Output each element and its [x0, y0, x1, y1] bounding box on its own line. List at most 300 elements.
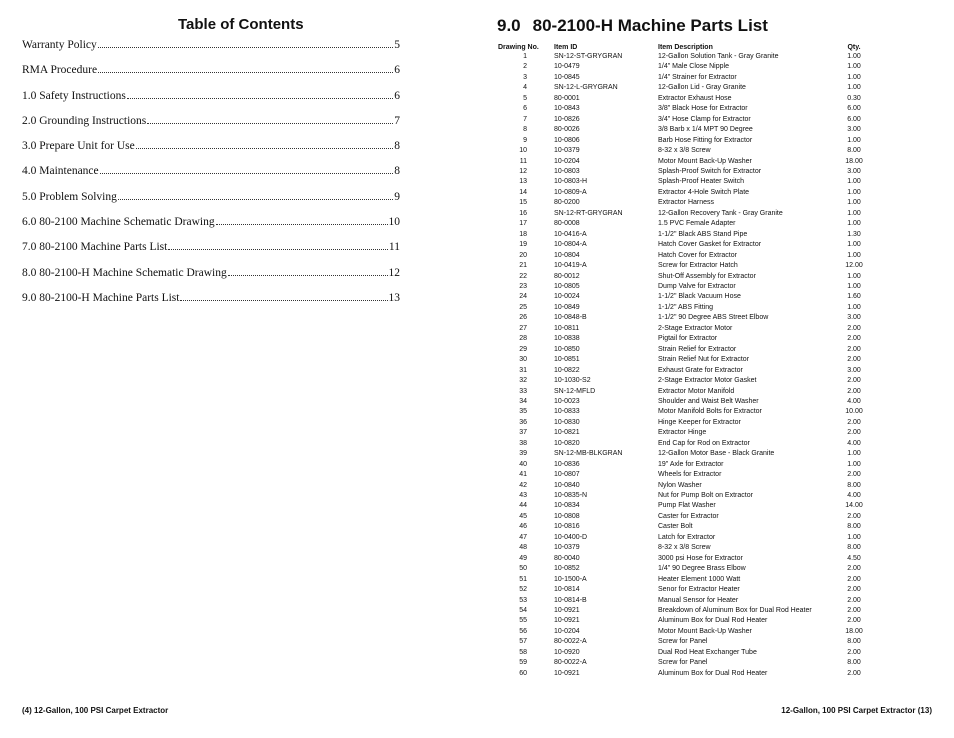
table-row [496, 272, 868, 282]
cell-item-description: 12-Gallon Lid - Gray Granite [658, 84, 746, 92]
table-row [496, 460, 868, 470]
cell-drawing-no: 8 [523, 126, 527, 134]
toc-leader-dots [118, 199, 393, 200]
table-row [496, 376, 868, 386]
cell-item-id: 10-0851 [554, 356, 580, 364]
cell-item-id: 10-0850 [554, 345, 580, 353]
cell-item-description: Hatch Cover for Extractor [658, 251, 737, 259]
cell-item-id: 80-0022-A [554, 659, 587, 667]
cell-item-description: 3/8 Barb x 1/4 MPT 90 Degree [658, 126, 753, 134]
cell-drawing-no: 49 [519, 554, 527, 562]
cell-qty: 8.00 [847, 638, 861, 646]
cell-qty: 2.00 [847, 669, 861, 677]
table-row [496, 313, 868, 323]
cell-item-id: SN-12-RT-GRYGRAN [554, 209, 623, 217]
cell-qty: 12.00 [845, 262, 863, 270]
toc-entry-label: 1.0 Safety Instructions [22, 89, 126, 102]
cell-drawing-no: 53 [519, 596, 527, 604]
table-row [496, 669, 868, 679]
cell-qty: 4.00 [847, 439, 861, 447]
cell-drawing-no: 13 [519, 178, 527, 186]
toc-entry [22, 39, 400, 64]
table-row [496, 449, 868, 459]
cell-item-description: 1-1/2" ABS Fitting [658, 303, 714, 311]
cell-item-description: Extractor 4-Hole Switch Plate [658, 188, 750, 196]
table-row [496, 167, 868, 177]
cell-item-id: 10-0821 [554, 429, 580, 437]
cell-item-description: Exhaust Grate for Extractor [658, 366, 743, 374]
header-qty: Qty. [847, 43, 861, 51]
cell-item-id: 80-0008 [554, 220, 580, 228]
cell-drawing-no: 22 [519, 272, 527, 280]
table-row [496, 125, 868, 135]
cell-drawing-no: 1 [523, 53, 527, 60]
table-row [496, 564, 868, 574]
cell-qty: 1.00 [847, 209, 861, 217]
cell-drawing-no: 60 [519, 669, 527, 677]
table-row [496, 52, 868, 62]
cell-qty: 2.00 [847, 596, 861, 604]
cell-item-description: Screw for Panel [658, 659, 708, 667]
toc-entry [22, 140, 400, 165]
cell-drawing-no: 44 [519, 502, 527, 510]
toc-list [22, 39, 400, 317]
cell-drawing-no: 17 [519, 220, 527, 228]
toc-entry-label: Warranty Policy [22, 39, 97, 51]
table-row [496, 177, 868, 187]
cell-drawing-no: 15 [519, 199, 527, 207]
cell-item-description: Splash-Proof Heater Switch [658, 178, 744, 186]
toc-entry [22, 165, 400, 190]
cell-qty: 2.00 [847, 387, 861, 395]
toc-entry-page: 12 [388, 266, 400, 279]
cell-item-description: Strain Relief for Extractor [658, 345, 737, 353]
table-row [496, 73, 868, 83]
table-row [496, 627, 868, 637]
cell-item-description: Strain Relief Nut for Extractor [658, 356, 750, 364]
table-row [496, 345, 868, 355]
cell-item-description: 8-32 x 3/8 Screw [658, 544, 711, 552]
cell-item-id: 10-0806 [554, 136, 580, 144]
cell-item-id: 10-0816 [554, 523, 580, 531]
toc-entry-page: 11 [388, 241, 400, 254]
cell-qty: 8.00 [847, 523, 861, 531]
cell-item-id: 10-0920 [554, 648, 580, 656]
cell-item-description: Manual Sensor for Heater [658, 596, 739, 604]
cell-item-id: 10-0479 [554, 63, 580, 71]
cell-qty: 8.00 [847, 147, 861, 155]
footer-left: (4) 12-Gallon, 100 PSI Carpet Extractor [22, 706, 169, 715]
cell-drawing-no: 28 [519, 335, 527, 343]
cell-item-description: 2-Stage Extractor Motor Gasket [658, 377, 757, 385]
parts-list-title [497, 16, 768, 36]
cell-qty: 2.00 [847, 356, 861, 364]
toc-entry-label: 8.0 80-2100-H Machine Schematic Drawing [22, 266, 227, 279]
cell-qty: 2.00 [847, 418, 861, 426]
toc-leader-dots [168, 249, 388, 250]
cell-qty: 3.00 [847, 167, 861, 175]
table-row [496, 418, 868, 428]
cell-qty: 2.00 [847, 617, 861, 625]
cell-item-description: 1-1/2" 90 Degree ABS Street Elbow [658, 314, 769, 322]
cell-item-description: Dump Valve for Extractor [658, 282, 736, 290]
cell-item-id: 10-0836 [554, 460, 580, 468]
cell-drawing-no: 19 [519, 241, 527, 249]
cell-item-id: 80-0012 [554, 272, 580, 280]
cell-item-id: 10-1500-A [554, 575, 587, 583]
cell-item-description: Senor for Extractor Heater [658, 586, 740, 594]
cell-item-description: 2-Stage Extractor Motor [658, 324, 733, 332]
cell-drawing-no: 54 [519, 607, 527, 615]
cell-item-description: 12-Gallon Solution Tank - Gray Granite [658, 53, 779, 60]
cell-item-id: 10-0814-B [554, 596, 587, 604]
table-row [496, 251, 868, 261]
cell-item-description: Caster for Extractor [658, 512, 719, 520]
toc-leader-dots [136, 148, 394, 149]
cell-qty: 2.00 [847, 377, 861, 385]
section-number: 9.0 [497, 16, 521, 35]
cell-qty: 6.00 [847, 105, 861, 113]
table-row [496, 261, 868, 271]
cell-item-id: SN-12-MB-BLKGRAN [554, 450, 623, 458]
cell-item-id: 10-0805 [554, 282, 580, 290]
cell-item-description: Dual Rod Heat Exchanger Tube [658, 648, 757, 656]
cell-item-id: 10-0843 [554, 105, 580, 113]
cell-drawing-no: 25 [519, 303, 527, 311]
table-row [496, 104, 868, 114]
cell-item-id: 10-0838 [554, 335, 580, 343]
cell-item-description: Shut-Off Assembly for Extractor [658, 272, 756, 280]
toc-entry-page: 13 [388, 291, 400, 304]
cell-drawing-no: 5 [523, 94, 527, 102]
cell-qty: 1.00 [847, 272, 861, 280]
table-row [496, 282, 868, 292]
cell-item-description: 1/4" Male Close Nipple [658, 63, 729, 71]
cell-item-description: 1.5 PVC Female Adapter [658, 220, 736, 228]
toc-leader-dots [216, 224, 388, 225]
cell-qty: 2.00 [847, 471, 861, 479]
cell-drawing-no: 4 [523, 84, 527, 92]
toc-entry [22, 267, 400, 292]
table-row [496, 157, 868, 167]
cell-qty: 2.00 [847, 565, 861, 573]
cell-qty: 1.00 [847, 84, 861, 92]
cell-qty: 4.00 [847, 397, 861, 405]
cell-item-description: 3000 psi Hose for Extractor [658, 554, 743, 562]
cell-item-id: SN-12-ST-GRYGRAN [554, 53, 623, 60]
cell-drawing-no: 16 [519, 209, 527, 217]
cell-item-id: 10-0849 [554, 303, 580, 311]
cell-qty: 2.00 [847, 607, 861, 615]
toc-entry [22, 241, 400, 266]
cell-item-id: 10-0826 [554, 115, 580, 123]
table-row [496, 491, 868, 501]
cell-item-id: 10-0803 [554, 167, 580, 175]
cell-item-description: Extractor Motor Manifold [658, 387, 735, 395]
cell-qty: 1.00 [847, 178, 861, 186]
table-row [496, 470, 868, 480]
cell-qty: 6.00 [847, 115, 861, 123]
cell-item-description: End Cap for Rod on Extractor [658, 439, 750, 447]
cell-drawing-no: 46 [519, 523, 527, 531]
toc-entry [22, 216, 400, 241]
toc-leader-dots [98, 47, 393, 48]
cell-item-id: 10-0845 [554, 73, 580, 81]
cell-item-id: 10-0835-N [554, 492, 588, 500]
cell-item-id: 10-0379 [554, 147, 580, 155]
toc-entry-page: 7 [394, 114, 400, 127]
toc-entry-label: 9.0 80-2100-H Machine Parts List [22, 291, 180, 304]
cell-item-id: 10-0834 [554, 502, 580, 510]
cell-item-id: 10-0840 [554, 481, 580, 489]
table-row [496, 198, 868, 208]
cell-item-id: 10-0811 [554, 324, 580, 332]
table-row [496, 219, 868, 229]
cell-item-description: 3/4" Hose Clamp for Extractor [658, 115, 751, 123]
cell-item-id: SN-12-MFLD [554, 387, 596, 395]
toc-leader-dots [228, 275, 388, 276]
cell-qty: 1.00 [847, 199, 861, 207]
toc-entry-page: 8 [394, 165, 400, 178]
cell-qty: 18.00 [845, 157, 863, 165]
cell-item-id: 80-0200 [554, 199, 580, 207]
parts-table-header [496, 42, 868, 52]
cell-item-id: 10-0921 [554, 607, 580, 615]
cell-item-description: Nut for Pump Bolt on Extractor [658, 492, 753, 500]
cell-item-description: Caster Bolt [658, 523, 693, 531]
cell-drawing-no: 29 [519, 345, 527, 353]
cell-qty: 1.00 [847, 241, 861, 249]
cell-item-description: Heater Element 1000 Watt [658, 575, 741, 583]
cell-item-description: 19" Axle for Extractor [658, 460, 724, 468]
cell-item-description: Extractor Exhaust Hose [658, 94, 732, 102]
cell-drawing-no: 56 [519, 627, 527, 635]
cell-item-id: 80-0040 [554, 554, 580, 562]
table-row [496, 543, 868, 553]
table-row [496, 303, 868, 313]
cell-drawing-no: 27 [519, 324, 527, 332]
cell-drawing-no: 14 [519, 188, 527, 196]
cell-drawing-no: 57 [519, 638, 527, 646]
cell-item-description: Extractor Harness [658, 199, 715, 207]
cell-qty: 1.00 [847, 303, 861, 311]
parts-table [496, 42, 868, 679]
toc-leader-dots [127, 98, 393, 99]
toc-entry-page: 9 [394, 190, 400, 203]
table-row [496, 616, 868, 626]
cell-item-id: 80-0001 [554, 94, 580, 102]
cell-qty: 4.00 [847, 492, 861, 500]
cell-item-description: Pigtail for Extractor [658, 335, 718, 343]
cell-qty: 2.00 [847, 586, 861, 594]
cell-drawing-no: 26 [519, 314, 527, 322]
table-row [496, 209, 868, 219]
toc-leader-dots [147, 123, 393, 124]
cell-drawing-no: 23 [519, 282, 527, 290]
cell-drawing-no: 7 [523, 115, 527, 123]
cell-qty: 1.30 [847, 230, 861, 238]
cell-item-id: 10-0023 [554, 397, 580, 405]
cell-item-id: 10-0833 [554, 408, 580, 416]
cell-item-id: 10-0400-D [554, 533, 588, 541]
cell-item-description: Aluminum Box for Dual Rod Heater [658, 669, 768, 677]
cell-item-description: Pump Flat Washer [658, 502, 716, 510]
cell-item-id: SN-12-L-GRYGRAN [554, 84, 618, 92]
cell-qty: 18.00 [845, 627, 863, 635]
cell-drawing-no: 45 [519, 512, 527, 520]
toc-entry [22, 115, 400, 140]
cell-item-id: 10-0808 [554, 512, 580, 520]
cell-drawing-no: 30 [519, 356, 527, 364]
cell-item-description: Motor Mount Back-Up Washer [658, 627, 752, 635]
table-row [496, 637, 868, 647]
table-row [496, 62, 868, 72]
cell-qty: 1.00 [847, 53, 861, 60]
cell-drawing-no: 32 [519, 377, 527, 385]
cell-item-id: 10-0921 [554, 617, 580, 625]
table-row [496, 596, 868, 606]
table-row [496, 481, 868, 491]
cell-item-description: Breakdown of Aluminum Box for Dual Rod Heater [658, 607, 812, 615]
cell-qty: 1.00 [847, 63, 861, 71]
cell-qty: 3.00 [847, 366, 861, 374]
cell-qty: 8.00 [847, 481, 861, 489]
cell-item-id: 10-0809-A [554, 188, 587, 196]
table-row [496, 355, 868, 365]
cell-qty: 2.00 [847, 648, 861, 656]
cell-qty: 10.00 [845, 408, 863, 416]
cell-item-description: Shoulder and Waist Belt Washer [658, 397, 759, 405]
table-row [496, 407, 868, 417]
toc-entry-page: 5 [394, 39, 400, 51]
cell-item-description: Motor Mount Back-Up Washer [658, 157, 752, 165]
table-row [496, 240, 868, 250]
cell-item-description: Barb Hose Fitting for Extractor [658, 136, 753, 144]
table-row [496, 606, 868, 616]
toc-entry-label: 6.0 80-2100 Machine Schematic Drawing [22, 216, 215, 229]
table-row [496, 366, 868, 376]
cell-qty: 2.00 [847, 512, 861, 520]
table-row [496, 533, 868, 543]
cell-qty: 2.00 [847, 324, 861, 332]
cell-qty: 1.00 [847, 251, 861, 259]
table-row [496, 136, 868, 146]
cell-item-id: 10-0803-H [554, 178, 588, 186]
cell-item-id: 10-0830 [554, 418, 580, 426]
cell-drawing-no: 24 [519, 293, 527, 301]
table-row [496, 585, 868, 595]
cell-item-id: 10-0921 [554, 669, 580, 677]
cell-qty: 2.00 [847, 345, 861, 353]
cell-qty: 14.00 [845, 502, 863, 510]
section-title: 80-2100-H Machine Parts List [532, 16, 768, 35]
table-row [496, 292, 868, 302]
toc-entry [22, 64, 400, 89]
cell-item-description: Hatch Cover Gasket for Extractor [658, 241, 762, 249]
toc-entry-page: 10 [388, 216, 400, 229]
cell-drawing-no: 52 [519, 586, 527, 594]
cell-qty: 3.00 [847, 314, 861, 322]
cell-item-description: 12-Gallon Motor Base - Black Granite [658, 450, 775, 458]
toc-entry-page: 6 [394, 89, 400, 102]
cell-qty: 0.30 [847, 94, 861, 102]
cell-qty: 1.00 [847, 460, 861, 468]
table-row [496, 648, 868, 658]
cell-drawing-no: 18 [519, 230, 527, 238]
cell-item-description: Screw for Panel [658, 638, 708, 646]
cell-qty: 2.00 [847, 335, 861, 343]
cell-item-id: 10-1030-S2 [554, 377, 591, 385]
table-row [496, 83, 868, 93]
cell-item-description: 1/4" 90 Degree Brass Elbow [658, 565, 746, 573]
cell-drawing-no: 10 [519, 147, 527, 155]
cell-item-id: 10-0204 [554, 627, 580, 635]
cell-qty: 2.00 [847, 429, 861, 437]
cell-item-description: 12-Gallon Recovery Tank - Gray Granite [658, 209, 783, 217]
cell-drawing-no: 20 [519, 251, 527, 259]
cell-qty: 3.00 [847, 126, 861, 134]
cell-item-id: 10-0820 [554, 439, 580, 447]
cell-item-description: Motor Manifold Bolts for Extractor [658, 408, 762, 416]
cell-item-id: 80-0026 [554, 126, 580, 134]
cell-item-description: Screw for Extractor Hatch [658, 262, 738, 270]
toc-entry-label: 7.0 80-2100 Machine Parts List [22, 241, 168, 254]
toc-entry-label: 3.0 Prepare Unit for Use [22, 140, 135, 153]
cell-drawing-no: 36 [519, 418, 527, 426]
cell-qty: 1.00 [847, 533, 861, 541]
cell-item-id: 80-0022-A [554, 638, 587, 646]
table-row [496, 428, 868, 438]
cell-qty: 1.00 [847, 188, 861, 196]
cell-drawing-no: 59 [519, 659, 527, 667]
cell-drawing-no: 48 [519, 544, 527, 552]
cell-item-description: 1-1/2" Black Vacuum Hose [658, 293, 741, 301]
cell-item-id: 10-0024 [554, 293, 580, 301]
cell-drawing-no: 42 [519, 481, 527, 489]
toc-title: Table of Contents [178, 16, 304, 33]
table-row [496, 94, 868, 104]
table-row [496, 188, 868, 198]
cell-drawing-no: 51 [519, 575, 527, 583]
toc-entry-label: 4.0 Maintenance [22, 165, 99, 178]
cell-item-id: 10-0204 [554, 157, 580, 165]
cell-item-id: 10-0852 [554, 565, 580, 573]
cell-item-description: 3/8" Black Hose for Extractor [658, 105, 748, 113]
cell-drawing-no: 2 [523, 63, 527, 71]
table-row [496, 512, 868, 522]
cell-drawing-no: 11 [519, 157, 527, 165]
table-row [496, 230, 868, 240]
table-row [496, 387, 868, 397]
toc-leader-dots [180, 300, 387, 301]
cell-item-id: 10-0814 [554, 586, 580, 594]
cell-item-id: 10-0822 [554, 366, 580, 374]
table-row [496, 554, 868, 564]
table-row [496, 146, 868, 156]
cell-drawing-no: 33 [519, 387, 527, 395]
cell-qty: 1.00 [847, 136, 861, 144]
cell-drawing-no: 39 [519, 450, 527, 458]
cell-drawing-no: 12 [519, 167, 527, 175]
cell-drawing-no: 43 [519, 492, 527, 500]
toc-entry [22, 292, 400, 317]
toc-entry-page: 8 [394, 140, 400, 153]
toc-leader-dots [100, 173, 394, 174]
toc-entry-page: 6 [394, 64, 400, 77]
cell-item-id: 10-0379 [554, 544, 580, 552]
toc-entry [22, 191, 400, 216]
cell-qty: 1.00 [847, 220, 861, 228]
